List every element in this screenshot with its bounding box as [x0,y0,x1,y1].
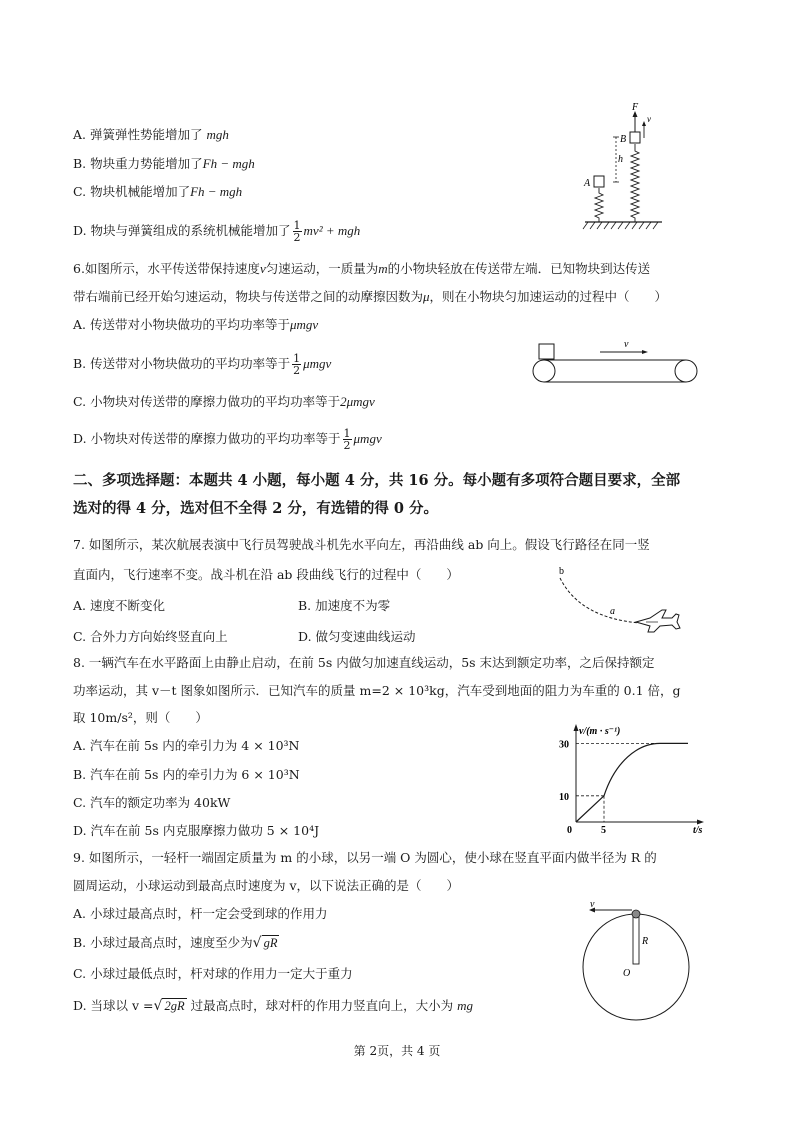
q5-label-b: B [620,134,627,145]
q8-option-a: A. 汽车在前 5s 内的牵引力为 4 × 10³N [73,738,300,753]
q5-spring-figure [580,100,670,235]
q5-left-spring [595,188,603,222]
q5-label-f: F [632,102,639,113]
chart-xtick-5: 5 [601,825,606,836]
q9-option-b: B. 小球过最高点时，速度至少为√ gR [73,935,278,951]
chart-ytick-30: 30 [559,739,569,751]
q7-stem-line2: 直面内，飞行速率不变。战斗机在沿 ab 段曲线飞行的过程中（ ） [73,567,459,582]
q9-label-v: v [590,899,595,910]
chart-y-arrow [574,724,579,731]
q9-ball [632,910,640,918]
section2-heading-line2: 选对的得 4 分，选对但不全得 2 分，有选错的得 0 分。 [73,500,439,517]
chart-ylabel: v/(m · s⁻¹) [579,726,621,737]
q6-option-b: B. 传送带对小物块做功的平均功率等于 $\frac{1}{2}$ μmgv [73,352,332,377]
q6-option-d: D. 小物块对传送带的摩擦力做功的平均功率等于 $\frac{1}{2}$ μmgv [73,427,382,452]
q9-stem-line1: 9. 如图所示，一轻杆一端固定质量为 m 的小球，以另一端 O 为圆心，使小球在竖直平面内做半径为 R 的 [73,850,657,865]
q5-block-b [630,132,640,143]
section2-heading-line1: 二、多项选择题：本题共 4 小题，每小题 4 分，共 16 分。每小题有多项符合题目要求，全部 [73,472,681,489]
q8-option-b: B. 汽车在前 5s 内的牵引力为 6 × 10³N [73,767,300,782]
q7-label-b: b [559,566,564,577]
q5-label-a: A [584,178,591,189]
q5-option-b-expr: Fh − mgh [202,156,255,171]
q5-option-d: D. 物块与弹簧组成的系统机械能增加了 $\frac{1}{2}$ mv² + mgh [73,219,361,244]
q6-conveyor-figure [530,335,710,387]
q9-label-r: R [642,936,649,947]
q9-circle-figure [575,900,705,1030]
q5-option-a-expr: mgh [206,127,229,142]
chart-xlabel: t/s [693,825,703,836]
q9-option-d: D. 当球以 v =√ 2gR 过最高点时，球对杆的作用力竖直向上，大小为 mg [73,998,473,1014]
q5-option-b: B. 物块重力势能增加了Fh − mgh [73,156,255,171]
q5-right-spring [631,144,639,222]
q6-stem-line2: 带右端前已经开始匀速运动，物块与传送带之间的动摩擦因数为μ，则在小物块匀加速运动的过程中（ ） [73,289,668,304]
q7-flight-figure [550,562,700,637]
chart-x-arrow [697,820,704,825]
q6-label-v: v [624,339,629,350]
q9-stem-line2: 圆周运动，小球运动到最高点时速度为 v，以下说法正确的是（ ） [73,878,460,893]
q5-block-a [594,176,604,187]
q5-option-d-fraction: $\frac{1}{2}$ [293,219,301,244]
q9-option-d-sqrt: 2gR [164,999,185,1013]
q6-option-c: C. 小物块对传送带的摩擦力做功的平均功率等于2μmgv [73,394,375,409]
chart-series-line [576,743,688,822]
q9-option-a: A. 小球过最高点时，杆一定会受到球的作用力 [73,906,328,921]
q7-label-a: a [610,606,615,617]
q5-label-v: v [647,114,651,124]
q6-option-a: A. 传送带对小物块做功的平均功率等于μmgv [73,317,319,332]
q9-option-c: C. 小球过最低点时，杆对球的作用力一定大于重力 [73,966,353,981]
q5-option-c-expr: Fh − mgh [190,184,243,199]
q5-label-h: h [618,154,623,165]
q5-option-d-expr: mv² + mgh [303,223,361,238]
q5-option-a: A. 弹簧弹性势能增加了 mgh [73,127,229,142]
q7-option-d: D. 做匀变速曲线运动 [298,629,416,644]
q6-block [539,344,554,359]
q7-option-c: C. 合外力方向始终竖直向上 [73,629,228,644]
q8-stem-line2: 功率运动，其 v－t 图象如图所示．已知汽车的质量 m=2 × 10³kg，汽车受到地面的阻力为车重的 0.1 倍，g [73,683,681,698]
jet-icon [636,610,680,632]
q9-option-b-sqrt: gR [263,936,278,950]
q8-option-c: C. 汽车的额定功率为 40kW [73,795,231,810]
q7-option-a: A. 速度不断变化 [73,598,165,613]
q9-label-o: O [623,968,631,979]
page-footer: 第 2页，共 4 页 [353,1044,441,1058]
chart-origin-label: 0 [567,825,572,836]
q7-option-b: B. 加速度不为零 [298,598,391,613]
q6-stem-line1: 6.如图所示，水平传送带保持速度v匀速运动，一质量为m的小物块轻放在传送带左端．已知物块到达传送 [73,261,651,276]
chart-ytick-10: 10 [559,791,569,803]
q8-vt-chart [555,722,715,837]
q8-stem-line3: 取 10m/s²，则（ ） [73,710,208,725]
q5-option-c: C. 物块机械能增加了Fh − mgh [73,184,243,199]
q7-stem-line1: 7. 如图所示，某次航展表演中飞行员驾驶战斗机先水平向左，再沿曲线 ab 向上。假设飞行路径在同一竖 [73,537,650,552]
q8-stem-line1: 8. 一辆汽车在水平路面上由静止启动，在前 5s 内做匀加速直线运动，5s 末达到额定功率，之后保持额定 [73,655,655,670]
q9-rod [633,916,639,964]
q8-option-d: D. 汽车在前 5s 内克服摩擦力做功 5 × 10⁴J [73,823,320,838]
